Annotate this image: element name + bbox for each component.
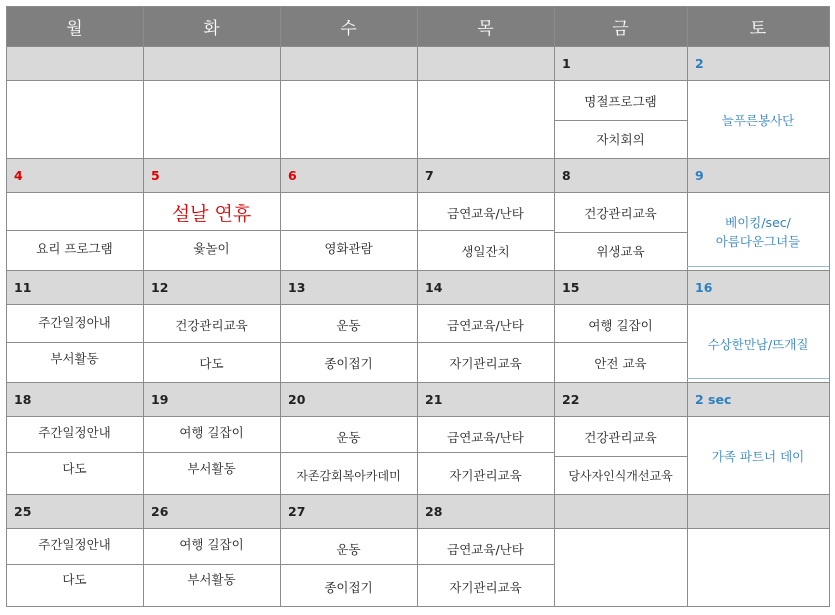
grid-line [6,528,830,529]
date-cell: 2 sec [687,382,829,416]
event-entry: 여행 길잡이 [588,318,653,333]
event-entry: 부서활동 [50,351,99,366]
date-cell: 5 [143,158,280,192]
grid-line [6,494,830,495]
event-entry: 운동 [336,430,361,445]
grid-line [6,564,554,565]
grid-line [554,120,687,121]
saturday-divider [687,378,829,379]
grid-line [6,6,7,606]
event-entry: 금연교육/난타 [447,542,524,557]
event-entry: 자존감회복아카데미 [296,468,401,483]
event-line: 베이킹/sec/ [725,215,791,230]
date-cell: 11 [6,270,143,304]
grid-line [554,232,687,233]
event-entry: 건강관리교육 [175,318,248,333]
grid-line [6,416,830,417]
date-cell: 7 [417,158,554,192]
grid-line [554,6,555,606]
event-entry: 주간일정안내 [38,537,111,552]
date-cell: 20 [280,382,417,416]
event-entry: 요리 프로그램 [36,241,113,256]
date-cell: 26 [143,494,280,528]
event-entry: 금연교육/난타 [447,318,524,333]
grid-line [417,6,418,606]
grid-line [6,46,830,47]
date-cell: 18 [6,382,143,416]
grid-line [6,452,554,453]
event-entry: 명절프로그램 [584,94,657,109]
grid-line [6,230,554,231]
grid-line [6,192,830,193]
event-entry: 종이접기 [324,580,373,595]
grid-line [6,342,687,343]
date-cell: 19 [143,382,280,416]
date-cell: 13 [280,270,417,304]
event-entry: 안전 교육 [594,356,647,371]
grid-line [280,6,281,606]
date-cell: 14 [417,270,554,304]
grid-line [6,270,830,271]
event-entry: 운동 [336,318,361,333]
date-cell: 16 [687,270,829,304]
event-entry: 건강관리교육 [584,430,657,445]
event-entry: 금연교육/난타 [447,206,524,221]
grid-line [687,6,688,606]
event-entry: 여행 길잡이 [179,425,244,440]
date-cell: 25 [6,494,143,528]
weekday-header-fri: 금 [554,6,687,46]
grid-line [6,606,830,607]
date-cell [687,494,829,528]
event-entry: 다도 [62,572,87,587]
date-cell: 22 [554,382,687,416]
date-cell: 2 [687,46,829,80]
event-entry: 주간일정안내 [38,425,111,440]
event-entry: 종이접기 [324,356,373,371]
event-entry: 자기관리교육 [449,356,522,371]
event-line: 아름다운그녀들 [715,234,801,249]
grid-line [6,304,830,305]
event-entry: 가족 파트너 데이 [711,449,805,464]
grid-line [554,456,687,457]
event-entry [687,194,829,270]
date-cell: 1 [554,46,687,80]
weekday-header-tue: 화 [143,6,280,46]
event-entry: 부서활동 [187,461,236,476]
event-entry: 수상한만남/뜨개질 [707,337,809,352]
event-entry: 영화관람 [324,241,373,256]
event-entry: 금연교육/난타 [447,430,524,445]
event-entry: 부서활동 [187,572,236,587]
date-cell [417,46,554,80]
weekday-header-sat: 토 [687,6,829,46]
date-cell [554,494,687,528]
event-entry: 다도 [199,356,224,371]
event-entry: 주간일정아내 [38,315,111,330]
event-entry: 자기관리교육 [449,468,522,483]
weekday-header-mon: 월 [6,6,143,46]
grid-line [6,6,830,7]
event-entry: 늘푸른봉사단 [721,113,795,128]
weekday-header-thu: 목 [417,6,554,46]
date-cell: 27 [280,494,417,528]
event-entry: 생일잔치 [461,244,510,259]
date-cell: 8 [554,158,687,192]
date-cell [6,46,143,80]
event-entry: 윷놀이 [193,241,230,256]
date-cell: 4 [6,158,143,192]
holiday-banner: 설날 연휴 [171,202,252,225]
event-entry: 운동 [336,542,361,557]
date-cell: 15 [554,270,687,304]
grid-line [6,158,830,159]
weekday-header-wed: 수 [280,6,417,46]
event-entry: 위생교육 [596,244,645,259]
date-cell [280,46,417,80]
event-entry: 여행 길잡이 [179,537,244,552]
date-cell: 9 [687,158,829,192]
event-entry: 자기관리교육 [449,580,522,595]
event-entry: 자치회의 [596,132,645,147]
event-entry: 다도 [62,461,87,476]
event-entry: 당사자인식개선교육 [568,468,673,483]
date-cell: 12 [143,270,280,304]
event-entry: 건강관리교육 [584,206,657,221]
date-cell: 6 [280,158,417,192]
date-cell: 28 [417,494,554,528]
date-cell: 21 [417,382,554,416]
date-cell [143,46,280,80]
grid-line [143,6,144,606]
grid-line [6,80,830,81]
grid-line [6,382,830,383]
grid-line [829,6,830,606]
saturday-divider [687,266,829,267]
